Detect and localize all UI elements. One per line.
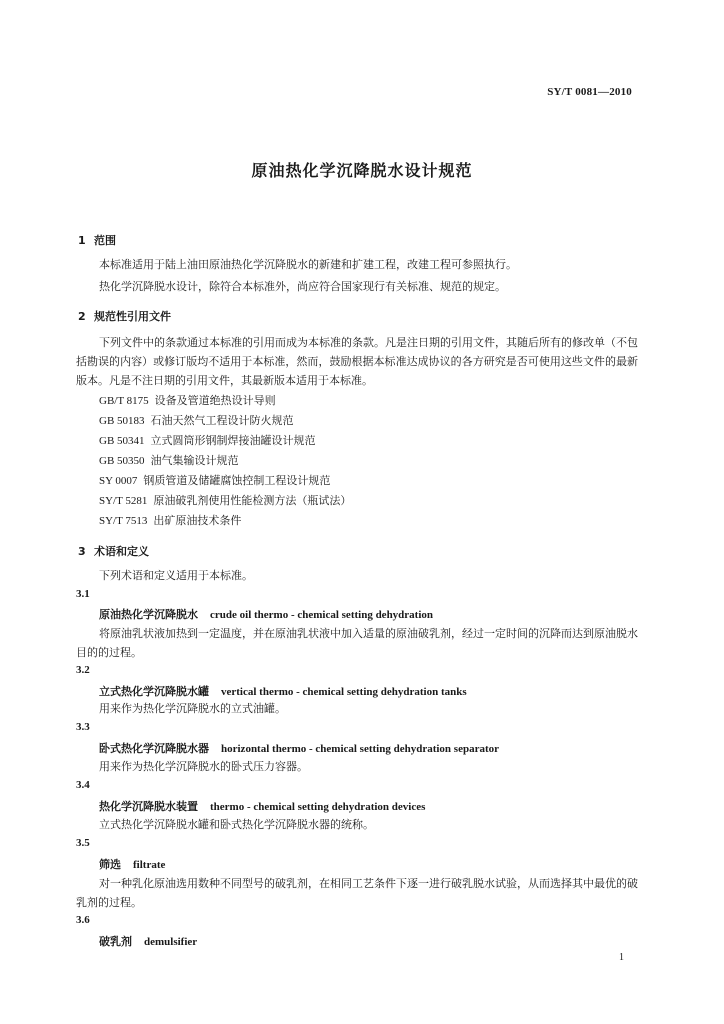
- term-zh: 筛选: [99, 858, 121, 871]
- term-definition: 用来作为热化学沉降脱水的立式油罐。: [99, 702, 286, 715]
- reference-item: [99, 493, 351, 509]
- paragraph: 下列文件中的条款通过本标准的引用而成为本标准的条款。凡是注日期的引用文件，其随后所有的修改单（不包括勘误的内容）或修订版均不适用于本标准，然而，鼓励根据本标准达成协议的各方研究是否可使用这些文件的最新版本。凡是不注日期的引用文件，其最新版本适用于本标准。: [76, 336, 638, 387]
- reference-item: [99, 513, 241, 529]
- reference-item: [99, 453, 239, 469]
- reference-name: 油气集输设计规范: [150, 454, 239, 467]
- term-definition: 将原油乳状液加热到一定温度，并在原油乳状液中加入适量的原油破乳剂，经过一定时间的沉降而达到原油脱水目的的过程。: [76, 627, 638, 659]
- reference-code: GB 50341: [99, 435, 145, 447]
- term-entry: [99, 740, 499, 756]
- reference-name: 立式圆筒形钢制焊接油罐设计规范: [150, 434, 316, 447]
- reference-name: 石油天然气工程设计防火规范: [150, 414, 294, 427]
- reference-item: [99, 413, 294, 429]
- term-en: vertical thermo - chemical setting dehydration tanks: [221, 686, 467, 698]
- clause-number: 3.2: [76, 664, 90, 676]
- term-en: filtrate: [133, 859, 166, 871]
- section-heading: [78, 543, 149, 559]
- section-number: 3: [78, 545, 86, 558]
- term-definition: 立式热化学沉降脱水罐和卧式热化学沉降脱水器的统称。: [99, 818, 374, 831]
- reference-code: GB/T 8175: [99, 395, 149, 407]
- reference-code: GB 50350: [99, 455, 145, 467]
- term-en: horizontal thermo - chemical setting dehydration separator: [221, 743, 500, 755]
- paragraph: 热化学沉降脱水设计，除符合本标准外，尚应符合国家现行有关标准、规范的规定。: [99, 280, 506, 293]
- clause-number: 3.4: [76, 779, 90, 791]
- reference-code: SY/T 7513: [99, 515, 148, 527]
- term-entry: [99, 683, 467, 699]
- section-number: 1: [78, 234, 86, 247]
- term-definition: 对一种乳化原油选用数种不同型号的破乳剂，在相同工艺条件下逐一进行破乳脱水试验，从而选择其中最优的破乳剂的过程。: [76, 877, 638, 909]
- term-zh: 立式热化学沉降脱水罐: [99, 685, 209, 698]
- reference-name: 原油破乳剂使用性能检测方法（瓶试法）: [153, 494, 352, 507]
- section-title: 规范性引用文件: [94, 310, 171, 323]
- reference-code: SY/T 5281: [99, 495, 148, 507]
- standard-code: SY/T 0081—2010: [547, 86, 632, 98]
- term-zh: 破乳剂: [99, 935, 132, 948]
- term-entry: [99, 798, 425, 814]
- paragraph: 下列术语和定义适用于本标准。: [99, 569, 253, 582]
- reference-item: [99, 433, 316, 449]
- section-heading: [78, 232, 116, 248]
- reference-name: 钢质管道及储罐腐蚀控制工程设计规范: [143, 474, 331, 487]
- section-heading: [78, 308, 171, 324]
- clause-number: 3.3: [76, 721, 90, 733]
- clause-number: 3.1: [76, 588, 90, 600]
- term-entry: [99, 856, 165, 872]
- page-number: 1: [619, 952, 624, 963]
- clause-number: 3.5: [76, 837, 90, 849]
- section-title: 范围: [94, 234, 116, 247]
- section-title: 术语和定义: [94, 545, 149, 558]
- reference-name: 出矿原油技术条件: [153, 514, 242, 527]
- paragraph: 本标准适用于陆上油田原油热化学沉降脱水的新建和扩建工程，改建工程可参照执行。: [99, 258, 517, 271]
- term-zh: 卧式热化学沉降脱水器: [99, 742, 209, 755]
- term-definition: 用来作为热化学沉降脱水的卧式压力容器。: [99, 760, 308, 773]
- reference-code: SY 0007: [99, 475, 138, 487]
- term-en: demulsifier: [144, 936, 198, 948]
- term-en: thermo - chemical setting dehydration devices: [210, 801, 426, 813]
- section-number: 2: [78, 310, 86, 323]
- clause-number: 3.6: [76, 914, 90, 926]
- term-en: crude oil thermo - chemical setting dehydration: [210, 609, 434, 621]
- term-zh: 热化学沉降脱水装置: [99, 800, 198, 813]
- reference-code: GB 50183: [99, 415, 145, 427]
- reference-name: 设备及管道绝热设计导则: [154, 394, 276, 407]
- reference-item: [99, 393, 276, 409]
- document-title: 原油热化学沉降脱水设计规范: [251, 161, 473, 180]
- term-entry: [99, 606, 433, 622]
- term-entry: [99, 933, 197, 949]
- reference-item: [99, 473, 330, 489]
- term-zh: 原油热化学沉降脱水: [99, 608, 198, 621]
